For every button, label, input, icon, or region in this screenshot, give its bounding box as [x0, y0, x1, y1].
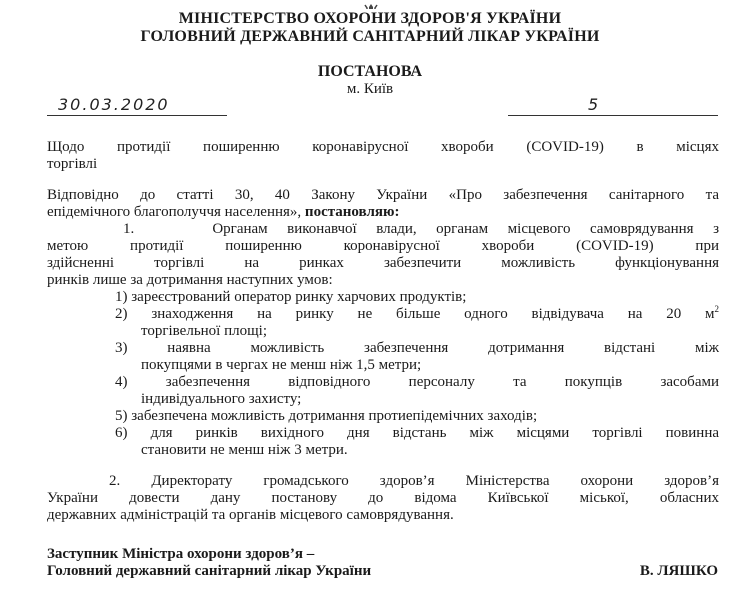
number-underline	[508, 115, 718, 116]
preamble-line-1: Відповідно до статті 30, 40 Закону України «Про забезпечення санітарного та	[47, 187, 719, 203]
document-type: ПОСТАНОВА	[317, 63, 423, 80]
clause1-line-3: здійсненні торгівлі на ринках забезпечити можливість функціонування	[47, 255, 719, 271]
office-name: ГОЛОВНИЙ ДЕРЖАВНИЙ САНІТАРНИЙ ЛІКАР УКРАЇНИ	[140, 28, 600, 45]
condition-text: знаходження на ринку не більше одного відвідувача на 20 м	[151, 306, 715, 322]
condition-number: 4)	[115, 374, 128, 390]
preamble-text: епідемічного благополуччя населення»,	[47, 204, 302, 220]
clause2-line-3: державних адміністрацій та органів місцевого самоврядування.	[47, 507, 454, 523]
decree-word: постановляю:	[304, 204, 400, 220]
clause1-line-2: метою протидії поширенню коронавірусної хвороби (COVID-19) при	[47, 238, 719, 254]
condition-text: забезпечена можливість дотримання протиепідемічних заходів;	[131, 408, 538, 424]
signatory-position-1: Заступник Міністра охорони здоров’я –	[47, 546, 315, 562]
condition-number: 3)	[115, 340, 128, 356]
condition-6-cont: становити не менш ніж 3 метри.	[141, 442, 348, 458]
clause2-line-2: України довести дану постанову до відома Київської міської, обласних	[47, 490, 719, 506]
clause2-line-1: 2. Директорату громадського здоров’я Міністерства охорони здоров’я	[109, 473, 719, 489]
document-city: м. Київ	[346, 81, 394, 97]
condition-3	[115, 340, 719, 357]
condition-1	[115, 289, 719, 306]
subject-line-2: торгівлі	[47, 156, 98, 172]
condition-2-cont: торгівельної площі;	[141, 323, 267, 339]
clause1-number: 1.	[123, 221, 135, 237]
condition-2	[115, 306, 719, 323]
preamble-line-2	[47, 204, 719, 221]
condition-number: 6)	[115, 425, 128, 441]
clause1-line-1	[47, 221, 719, 238]
condition-text: забезпечення відповідного персоналу та покупців засобами	[165, 374, 719, 390]
document-date: 30.03.2020	[58, 95, 170, 114]
condition-number: 1)	[115, 289, 128, 305]
signatory-position-2: Головний державний санітарний лікар України	[47, 563, 372, 579]
clause1-line-4: ринків лише за дотримання наступних умов:	[47, 272, 333, 288]
signatory-name: В. ЛЯШКО	[639, 563, 718, 579]
square-superscript: 2	[714, 304, 719, 314]
ministry-name: МІНІСТЕРСТВО ОХОРОНИ ЗДОРОВ'Я УКРАЇНИ	[178, 10, 562, 27]
condition-4	[115, 374, 719, 391]
condition-text: наявна можливість забезпечення дотримання відстані між	[167, 340, 719, 356]
coat-of-arms-icon	[360, 0, 382, 9]
condition-number: 2)	[115, 306, 128, 322]
document-number: 5	[588, 95, 601, 114]
condition-text: для ринків вихідного дня відстань між місцями торгівлі повинна	[150, 425, 720, 441]
date-underline	[47, 115, 227, 116]
condition-number: 5)	[115, 408, 128, 424]
condition-6	[115, 425, 719, 442]
condition-5	[115, 408, 719, 425]
clause1-text-1: Органам виконавчої влади, органам місцевого самоврядування з	[212, 221, 720, 237]
condition-3-cont: покупцями в чергах не менш ніж 1,5 метри;	[141, 357, 422, 373]
condition-4-cont: індивідуального захисту;	[141, 391, 302, 407]
subject-line-1: Щодо протидії поширенню коронавірусної хвороби (COVID-19) в місцях	[47, 139, 719, 155]
condition-text: зареєстрований оператор ринку харчових продуктів;	[131, 289, 467, 305]
